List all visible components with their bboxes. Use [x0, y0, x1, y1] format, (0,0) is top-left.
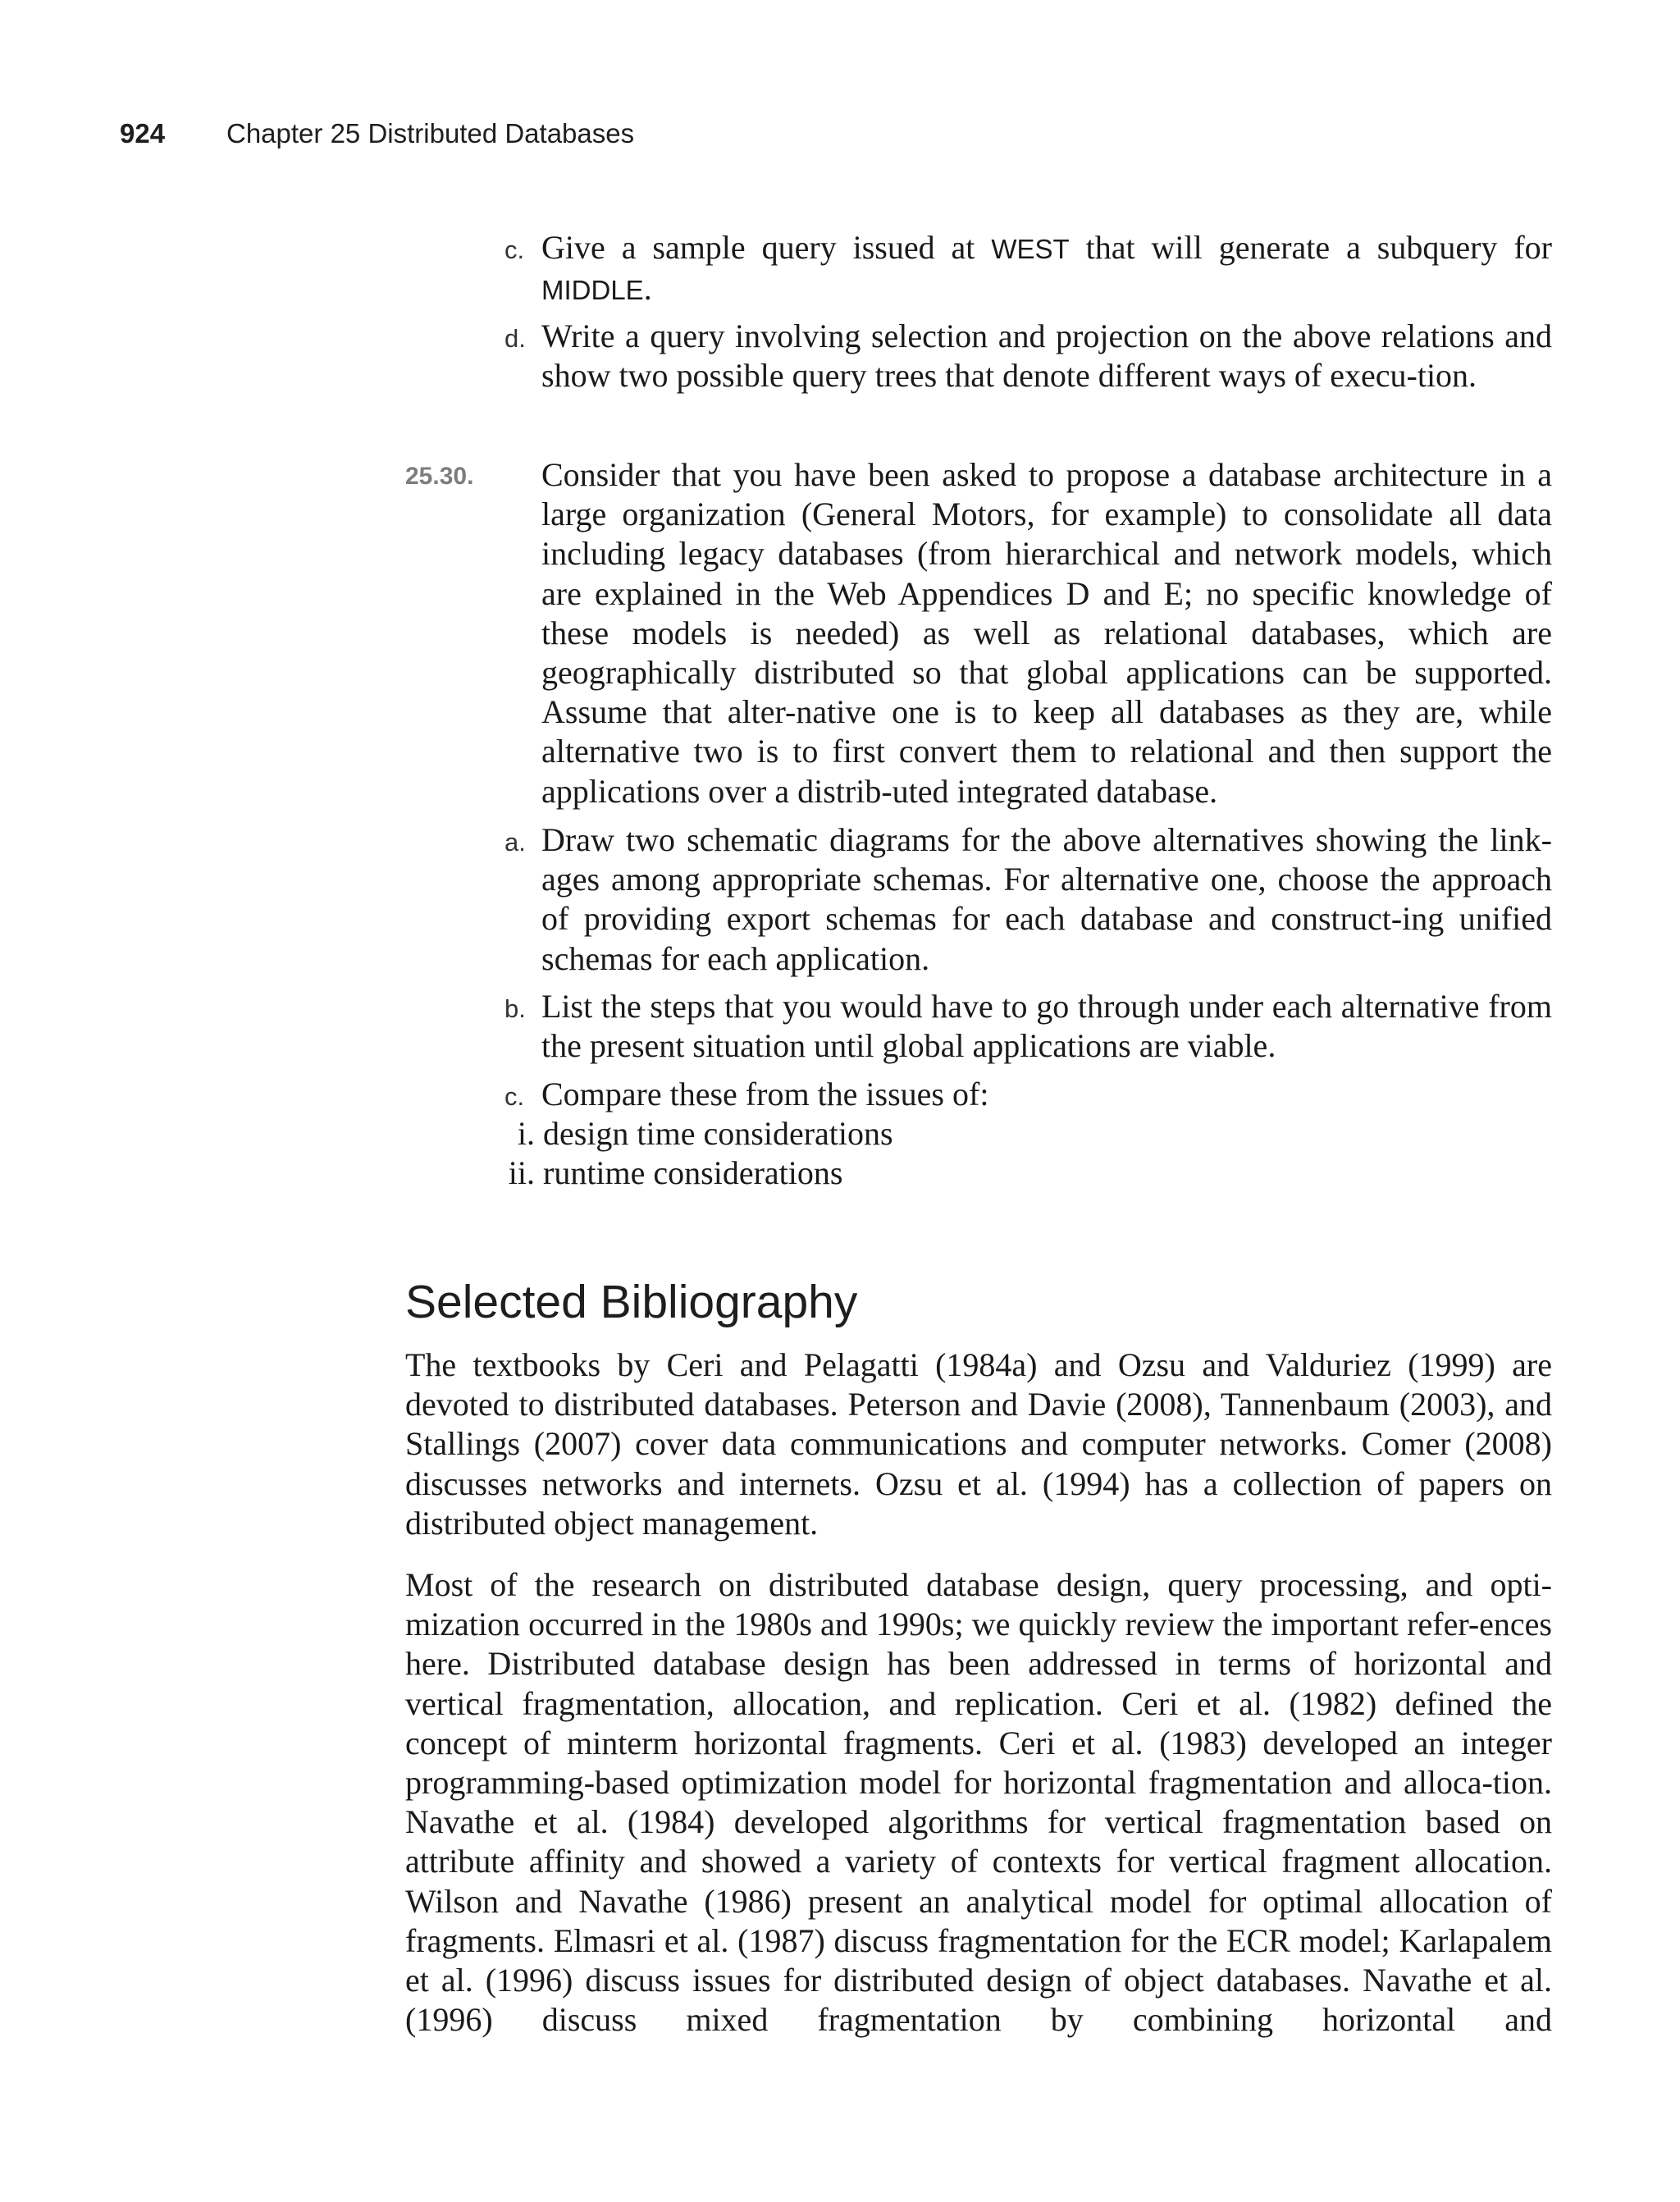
item-text: Compare these from the issues of:: [541, 1076, 989, 1112]
chapter-title: Chapter 25 Distributed Databases: [226, 118, 635, 148]
item-text: Write a query involving selection and projection on the above relations and show two possible query trees that denote different ways of execu-tion.: [541, 318, 1552, 395]
roman-list-item: [494, 1114, 893, 1154]
list-item: [504, 1075, 1552, 1114]
bibliography-paragraph: The textbooks by Ceri and Pelagatti (1984a) and Ozsu and Valduriez (1999) are devoted to distributed databases. Peterson and Davie (2008), Tannenbaum (2003), and Stallings (2007) cover data communications and computer networks. Comer (2008) discusses networks and internets. Ozsu et al. (1994) has a collection of papers on distributed object management.: [405, 1346, 1552, 1542]
item-label: a.: [504, 828, 526, 857]
roman-item-text: runtime considerations: [543, 1154, 843, 1191]
roman-item-text: design time considerations: [543, 1115, 893, 1152]
item-label: c.: [504, 235, 525, 264]
roman-list-item: [494, 1154, 842, 1193]
site-name: WEST: [991, 234, 1070, 264]
list-item: [504, 317, 1552, 395]
item-text: List the steps that you would have to go through under each alternative from the present situation until global applications are viable.: [541, 988, 1552, 1065]
bibliography-paragraph: Most of the research on distributed database design, query processing, and opti-mization occurred in the 1980s and 1990s; we quickly review the important refer-ences here. Distributed database design has been addressed in terms of horizontal and vertical fragmentation, allocation, and replication. Ceri et al. (1982) defined the concept of minterm horizontal fragments. Ceri et al. (1983) developed an integer programming-based optimization model for horizontal fragmentation and alloca-tion. Navathe et al. (1984) developed algorithms for vertical fragmentation based on attribute affinity and showed a variety of contexts for vertical fragment allocation. Wilson and Navathe (1986) present an analytical model for optimal allocation of fragments. Elmasri et al. (1987) discuss fragmentation for the ECR model; Karlapalem et al. (1996) discuss issues for distributed design of object databases. Navathe et al. (1996) discuss mixed fragmentation by combining horizontal and: [405, 1566, 1552, 2039]
page-number: 924: [120, 118, 166, 148]
item-text: Draw two schematic diagrams for the above alternatives showing the link-ages among appropriate schemas. For alternative one, choose the approach of providing export schemas for each database and construct-ing unified schemas for each application.: [541, 821, 1552, 977]
item-label: c.: [504, 1082, 525, 1111]
exercise-number: 25.30.: [405, 463, 474, 490]
list-item: c. Give a sample query issued at WEST that will generate a subquery for MIDDLE.: [504, 229, 1552, 308]
list-item: [504, 820, 1552, 979]
roman-numeral: i.: [517, 1115, 535, 1152]
list-item: [504, 987, 1552, 1066]
running-head: [120, 118, 634, 154]
exercise-25-30: [405, 455, 1552, 811]
site-name: MIDDLE: [541, 275, 644, 306]
section-heading: Selected Bibliography: [405, 1276, 858, 1328]
item-label: b.: [504, 994, 526, 1023]
exercise-text: Consider that you have been asked to propose a database architecture in a large organization (General Motors, for example) to consolidate all data including legacy databases (from hierarchical and network models, which are explained in the Web Appendices D and E; no specific knowledge of these models is needed) as well as relational databases, which are geographically distributed so that global applications can be supported. Assume that alter-native one is to keep all databases as they are, while alternative two is to first convert them to relational and then support the applications over a distrib-uted integrated database.: [541, 456, 1552, 810]
item-label: d.: [504, 324, 526, 353]
roman-numeral: ii.: [508, 1154, 535, 1191]
